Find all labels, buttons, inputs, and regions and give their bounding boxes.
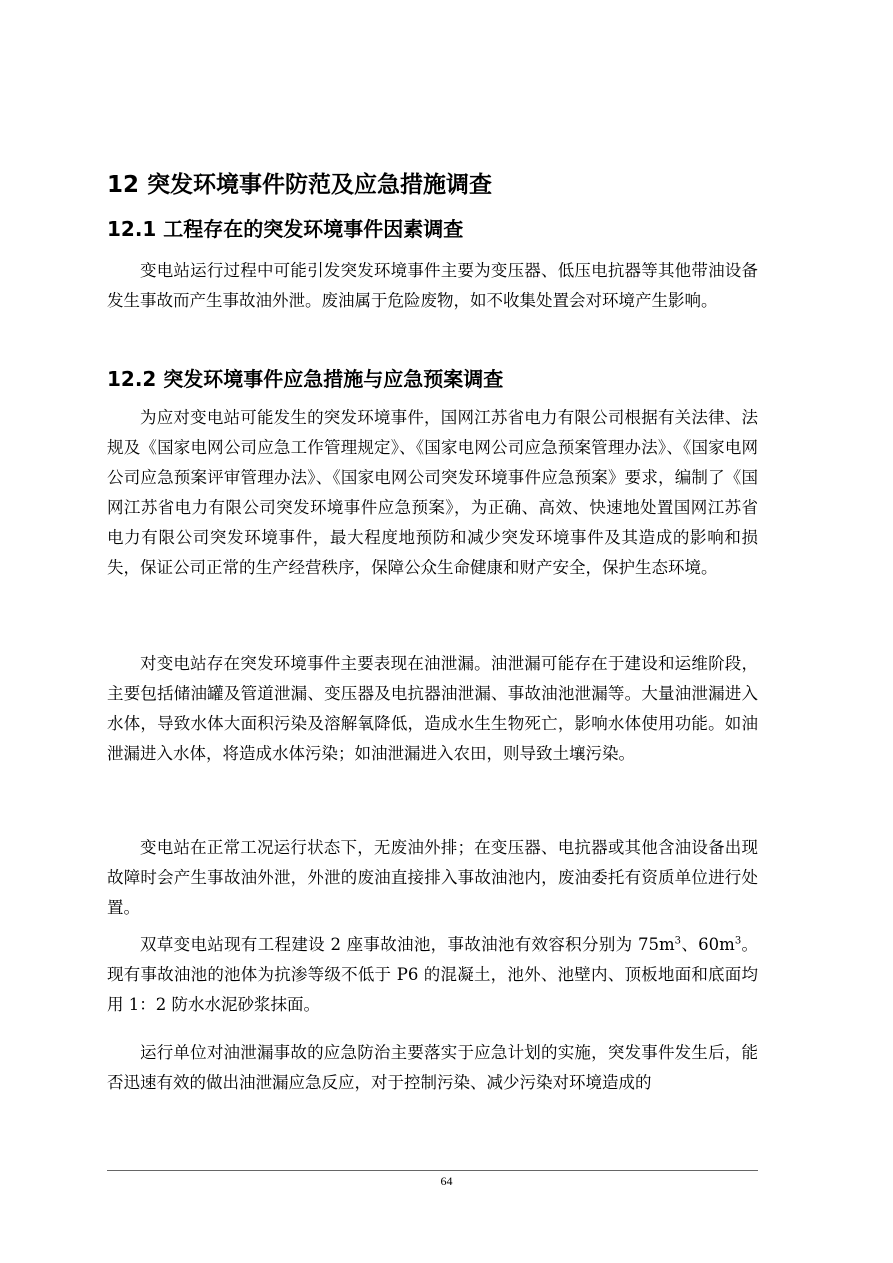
paragraph-normal-operation: 变电站在正常工况运行状态下，无废油外排；在变压器、电抗器或其他含油设备出现故障时会产生事故油外泄，外泄的废油直接排入事故油池内，废油委托有资质单位进行处置。 [107,838,758,917]
section-heading-12-2: 12.2 突发环境事件应急措施与应急预案调查 [107,367,504,391]
section-heading-12: 12 突发环境事件防范及应急措施调查 [107,172,493,198]
paragraph-part-b: 、60m [681,935,735,954]
section-heading-12-1: 12.1 工程存在的突发环境事件因素调查 [107,217,464,241]
paragraph-part-c: 。现有事故油池的池体为抗渗等级不低于 P6 的混凝土，池外、池壁内、顶板地面和底面均用 1：2 防水水泥砂浆抹面。 [107,935,759,1014]
paragraph-risk-factors: 变电站运行过程中可能引发突发环境事件主要为变压器、低压电抗器等其他带油设备发生事故而产生事故油外泄。废油属于危险废物，如不收集处置会对环境产生影响。 [107,261,758,310]
footer-divider [107,1170,758,1171]
paragraph-oil-leak: 对变电站存在突发环境事件主要表现在油泄漏。油泄漏可能存在于建设和运维阶段，主要包括储油罐及管道泄漏、变压器及电抗器油泄漏、事故油池泄漏等。大量油泄漏进入水体，导致水体大面积污染及溶解氧降低，造成水生生物死亡，影响水体使用功能。如油泄漏进入水体，将造成水体污染；如油泄漏进入农田，则导致土壤污染。 [107,654,758,763]
paragraph-part-a: 双草变电站现有工程建设 2 座事故油池，事故油池有效容积分别为 75m [140,935,675,954]
superscript-3: 3 [734,935,742,947]
superscript-3: 3 [674,935,682,947]
paragraph-emergency-plan: 为应对变电站可能发生的突发环境事件，国网江苏省电力有限公司根据有关法律、法规及《国家电网公司应急工作管理规定》、《国家电网公司应急预案管理办法》、《国家电网公司应急预案评审管理办法》、《国家电网公司突发环境事件应急预案》要求，编制了《国网江苏省电力有限公司突发环境事件应急预案》，为正确、高效、快速地处置国网江苏省电力有限公司突发环境事件，最大程度地预防和减少突发环境事件及其造成的影响和损失，保证公司正常的生产经营秩序，保障公众生命健康和财产安全，保护生态环境。 [107,408,758,577]
paragraph-accident-oil-pool [107,930,758,1020]
page-number: 64 [440,1174,453,1188]
paragraph-response: 运行单位对油泄漏事故的应急防治主要落实于应急计划的实施，突发事件发生后，能否迅速有效的做出油泄漏应急反应，对于控制污染、减少污染对环境造成的 [107,1043,758,1092]
